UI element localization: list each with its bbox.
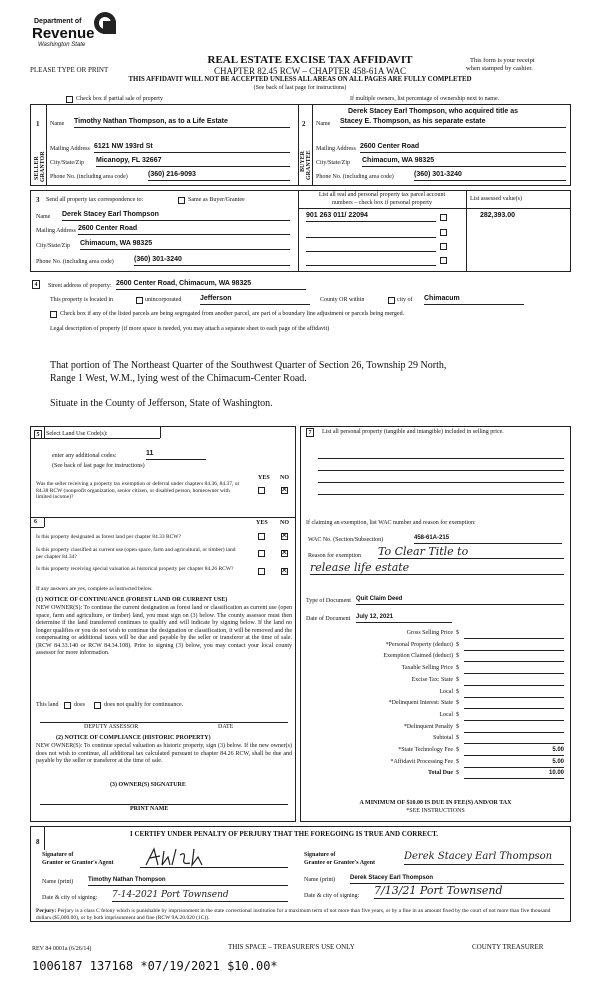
tax-row-value[interactable]	[464, 677, 564, 686]
tax-row	[300, 689, 571, 700]
parcel-1[interactable]: 901 263 011/ 22094	[306, 212, 436, 222]
reason-line-1[interactable]: To Clear Title to	[378, 545, 564, 559]
historic-no-checkbox[interactable]	[281, 568, 288, 575]
assessed-1[interactable]: 282,393.00	[480, 212, 516, 219]
current-use-no-checkbox[interactable]	[281, 550, 288, 557]
treasurer-stamp: 1006187 137168 *07/19/2021 $10.00*	[32, 959, 278, 973]
section-7-number: 7	[306, 428, 314, 437]
perjury-note	[36, 908, 566, 921]
seller-city-label: City/State/Zip	[50, 160, 84, 166]
does-not-checkbox[interactable]	[94, 702, 101, 709]
tax-row	[300, 724, 571, 735]
parcel-1-checkbox[interactable]	[440, 214, 447, 221]
grantor-print-label: Name (print)	[42, 879, 74, 885]
land-use-no: NO	[280, 475, 289, 481]
grantor-side-label: GRANTOR	[40, 151, 46, 182]
tax-row	[300, 665, 571, 676]
does-not-label: does not qualify for continuance.	[104, 702, 184, 708]
notice1-title: (1) NOTICE OF CONTINUANCE (FOREST LAND OR CURRENT USE)	[36, 597, 228, 603]
form-number: REV 84 0001a (6/26/14)	[32, 946, 92, 952]
forest-no-checkbox[interactable]	[281, 533, 288, 540]
tax-row-currency: $	[456, 630, 459, 636]
grantee-date[interactable]: 7/13/21 Port Townsend	[374, 884, 564, 899]
section6-no: NO	[280, 520, 289, 526]
tax-row-value[interactable]	[464, 700, 564, 709]
parcel-3-checkbox[interactable]	[440, 243, 447, 250]
tax-row	[300, 653, 571, 664]
seller-mailing[interactable]: 6121 NW 193rd St	[94, 143, 290, 153]
grantor-sig-label-2: Grantor or Grantor's Agent	[42, 860, 114, 866]
county-treasurer: COUNTY TREASURER	[472, 943, 544, 951]
tax-row-value[interactable]	[464, 665, 564, 674]
logo-state: Washington State	[38, 42, 86, 48]
doc-type[interactable]: Quit Claim Deed	[356, 596, 564, 605]
multiple-owners-note: If multiple owners, list percentage of ownership next to name.	[350, 96, 500, 102]
tax-row-value[interactable]: 10.00	[464, 770, 564, 779]
land-use-see-back: (See back of last page for instructions)	[52, 463, 145, 469]
buyer-name-label: Name	[316, 121, 331, 127]
partial-sale-label: Check box if partial sale of property	[76, 96, 163, 102]
notice1-text: NEW OWNER(S): To continue the current designation as forest land or classification as current use (open space, farm and agriculture, or timber) land, you must sign on (3) below. The county assessor must then determine if the land transferred continues to qualify and will indicate by signing below. If the land no longer qualifies or you do not wish to continue the designation or classification, it will be removed and the compensating or additional taxes will be due and payable by the seller or transferor at the time of sale. (RCW 84.33.140 or RCW 84.34.108). Prior to signing (3) below, you may contact your local county assessor for more information.	[36, 605, 292, 656]
owner-signature-label: (3) OWNER(S) SIGNATURE	[110, 782, 186, 788]
land-use-code[interactable]: 11	[146, 450, 206, 460]
tax-row-label: Gross Selling Price	[406, 630, 453, 636]
section-4-number: 4	[32, 280, 40, 289]
tax-row-value[interactable]: 5.00	[464, 759, 564, 768]
corr-mailing[interactable]: 2600 Center Road	[78, 225, 290, 235]
tax-row-currency: $	[456, 735, 459, 742]
logo-dept: Department of	[34, 18, 82, 25]
section-6-number: 6	[34, 519, 37, 525]
tax-row	[300, 712, 571, 723]
grantee-side-label: GRANTEE	[306, 150, 312, 180]
reason-line-2[interactable]: release life estate	[310, 561, 564, 575]
parcels-header-1: List all real and personal property tax parcel account	[318, 192, 446, 198]
minimum-due: A MINIMUM OF $10.00 IS DUE IN FEE(S) AND/OR TAX	[359, 800, 512, 806]
buyer-name-line2[interactable]: Stacey E. Thompson, as his separate estate	[340, 118, 566, 128]
receipt-note-1: This form is your receipt	[470, 57, 535, 64]
seller-name[interactable]: Timothy Nathan Thompson, as to a Life Estate	[74, 118, 290, 128]
section-2-number: 2	[302, 120, 306, 128]
grantee-sig-label-1: Signature of	[304, 852, 336, 858]
street-label: Street address of property:	[48, 283, 112, 289]
corr-city-label: City/State/Zip	[36, 243, 70, 249]
tax-row-value[interactable]	[464, 630, 564, 639]
logo-mark-icon	[94, 12, 116, 34]
unincorporated-label: unincorporated	[145, 297, 182, 303]
tax-row	[300, 759, 571, 770]
does-label: does	[74, 702, 85, 708]
perjury-label: Perjury:	[36, 908, 57, 914]
parcels-header-2: numbers – check box if personal property	[332, 200, 432, 206]
current-use-yes-checkbox[interactable]	[258, 550, 265, 557]
corr-name-label: Name	[36, 214, 51, 220]
tax-row-label: Subtotal	[432, 735, 453, 742]
segregated-label: Check box if any of the listed parcels are being segregated from another parcel, are part of a boundary line adjustment or parcels being merged.	[60, 311, 405, 317]
tax-row-currency: $	[456, 747, 459, 753]
legal-label: Legal description of property (if more space is needed, you may attach a separate sheet to each page of the affidavit)	[50, 326, 330, 332]
wac-number[interactable]: 458-61A-215	[414, 535, 562, 544]
see-instructions: *SEE INSTRUCTIONS	[406, 808, 465, 814]
form-title: REAL ESTATE EXCISE TAX AFFIDAVIT	[207, 54, 413, 66]
tax-row-currency: $	[456, 723, 459, 730]
form-subtitle: CHAPTER 82.45 RCW – CHAPTER 458-61A WAC	[214, 66, 406, 76]
seller-name-label: Name	[50, 121, 65, 127]
exemption-label: If claiming an exemption, list WAC number and reason for exemption:	[306, 520, 476, 526]
seller-phone[interactable]: (360) 216-9093	[148, 171, 290, 181]
tax-row-value[interactable]	[464, 653, 564, 662]
tax-row	[300, 735, 571, 746]
tax-row-label: Exemption Claimed (deduct)	[383, 653, 453, 660]
seller-phone-label: Phone No. (including area code)	[50, 174, 128, 180]
historic-yes-checkbox[interactable]	[258, 568, 265, 575]
exemption-yes-checkbox[interactable]	[258, 487, 265, 494]
legal-line-1: That portion of The Northeast Quarter of the Southwest Quarter of Section 26, Township 29 North,	[50, 360, 447, 371]
perjury-text: Perjury is a class C felony which is punishable by imprisonment in the state correctional institution for a maximum term of not more than five years, or by a fine in an amount fixed by the court of not more than five thousand dollars ($5,000.00), or by both imprisonment and fine (RCW 9A.20.020 (1C)).	[36, 908, 551, 921]
see-back-note: (See back of last page for instructions)	[253, 85, 347, 91]
tax-row-label: Excise Tax: State	[411, 676, 453, 683]
tax-row-label: Local	[439, 688, 453, 695]
buyer-city[interactable]: Chimacum, WA 98325	[362, 157, 566, 167]
tax-row	[300, 700, 571, 711]
tax-row-label: *Delinquent Interest: State	[388, 700, 453, 707]
doc-type-label: Type of Document	[306, 598, 351, 604]
tax-row-currency: $	[456, 641, 459, 648]
notice2-title: (2) NOTICE OF COMPLIANCE (HISTORIC PROPERTY)	[56, 735, 211, 741]
county-value[interactable]: Jefferson	[200, 295, 310, 305]
tax-row-value[interactable]	[464, 712, 564, 721]
tax-row-currency: $	[456, 676, 459, 683]
tax-row-currency: $	[456, 758, 459, 765]
tax-row	[300, 677, 571, 688]
parcel-2-checkbox[interactable]	[440, 229, 447, 236]
treasurer-space: THIS SPACE – TREASURER'S USE ONLY	[228, 943, 355, 951]
buyer-mailing[interactable]: 2600 Center Road	[360, 143, 566, 153]
certify-statement: I CERTIFY UNDER PENALTY OF PERJURY THAT THE FOREGOING IS TRUE AND CORRECT.	[130, 830, 439, 838]
tax-row-label: Taxable Selling Price	[401, 665, 453, 672]
segregated-checkbox[interactable]	[50, 311, 57, 318]
tax-row	[300, 630, 571, 641]
tax-row-value[interactable]: 5.00	[464, 747, 564, 756]
tax-row-label: Local	[439, 711, 453, 718]
seller-side-label: SELLER	[34, 156, 40, 180]
tax-row-currency: $	[456, 688, 459, 695]
historic-question: Is this property receiving special valuation as historical property per chapter 84.26 RCW?	[36, 566, 234, 572]
notice2-text: NEW OWNER(S): To continue special valuation as historic property, sign (3) below. If the new owner(s) does not wish to continue, all additional tax calculated pursuant to chapter 84.26 RCW, shall be due and payable by the seller or transferor at the time of sale.	[36, 743, 292, 764]
tax-row-value[interactable]	[464, 724, 564, 733]
grantor-date[interactable]: 7-14-2021 Port Townsend	[112, 889, 288, 902]
buyer-mailing-label: Mailing Address	[316, 146, 356, 152]
tax-row-label: *Delinquent Penalty	[403, 723, 453, 730]
dor-logo	[30, 12, 120, 52]
if-yes-note: If any answers are yes, complete as instructed below.	[36, 586, 153, 592]
partial-sale-checkbox[interactable]	[66, 96, 73, 103]
tax-row-currency: $	[456, 711, 459, 718]
does-checkbox[interactable]	[64, 702, 71, 709]
corr-mailing-label: Mailing Address	[36, 228, 76, 234]
forest-yes-checkbox[interactable]	[258, 533, 265, 540]
personal-property-label: List all personal property (tangible and intangible) included in selling price.	[322, 429, 504, 435]
buyer-phone[interactable]: (360) 301-3240	[414, 171, 566, 181]
grantor-date-label: Date & city of signing:	[42, 895, 98, 901]
section6-yes: YES	[256, 520, 268, 526]
tax-row-currency: $	[456, 653, 459, 660]
grantee-signature[interactable]: Derek Stacey Earl Thompson	[404, 850, 564, 865]
parcel-4-checkbox[interactable]	[440, 257, 447, 264]
seller-city[interactable]: Micanopy, FL 32667	[96, 157, 290, 167]
additional-codes-label: enter any additional codes:	[52, 453, 117, 459]
tax-row	[300, 642, 571, 653]
county-label: County OR within	[320, 297, 365, 303]
grantor-sig-label-1: Signature of	[42, 852, 74, 858]
current-use-question: Is this property classified as current use (open space, farm and agricultural, or timber) land per chapter 84.34?	[36, 547, 236, 560]
exemption-no-checkbox[interactable]	[281, 487, 288, 494]
exemption-question: Was the seller receiving a property tax exemption or deferral under chapters 84.36, 84.37, or 84.38 RCW (nonprofit organization, senior citizen, or disabled person, homeowner with limited income)?	[36, 481, 240, 500]
corr-name[interactable]: Derek Stacey Earl Thompson	[62, 211, 290, 221]
city-value[interactable]: Chimacum	[424, 295, 524, 305]
located-label: This property is located in	[50, 297, 113, 303]
tax-row	[300, 770, 571, 781]
city-of-label: city of	[397, 297, 413, 303]
buyer-side-label: BUYER	[300, 150, 306, 172]
seller-mailing-label: Mailing Address	[50, 146, 90, 152]
this-land-label: This land	[36, 702, 59, 708]
grantee-print[interactable]: Derek Stacey Earl Thompson	[350, 875, 564, 884]
corr-phone-label: Phone No. (including area code)	[36, 259, 114, 265]
deputy-date: DATE	[218, 724, 234, 730]
wac-label: WAC No. (Section/Subsection)	[308, 537, 384, 543]
deputy-assessor: DEPUTY ASSESSOR	[84, 724, 139, 730]
tax-row-currency: $	[456, 700, 459, 707]
logo-name: Revenue	[32, 25, 95, 42]
grantee-print-label: Name (print)	[304, 877, 336, 883]
legal-line-2: Range 1 West, W.M., lying west of the Chimacum-Center Road.	[50, 373, 307, 384]
corr-phone[interactable]: (360) 301-3240	[134, 256, 290, 266]
grantee-sig-label-2: Grantee or Grantee's Agent	[304, 860, 376, 866]
tax-row-currency: $	[456, 665, 459, 672]
correspondence-label: Send all property tax correspondence to:	[46, 197, 144, 203]
grantor-signature[interactable]	[140, 845, 288, 868]
section-1-number: 1	[36, 120, 40, 128]
tax-row-value[interactable]	[464, 689, 564, 698]
tax-row-label: *Affidavit Processing Fee	[390, 758, 453, 765]
forest-question: Is this property designated as forest land per chapter 84.33 RCW?	[36, 534, 181, 540]
not-accepted-notice: THIS AFFIDAVIT WILL NOT BE ACCEPTED UNLESS ALL AREAS ON ALL PAGES ARE FULLY COMPLETED	[128, 76, 472, 83]
buyer-phone-label: Phone No. (including area code)	[316, 174, 394, 180]
grantee-date-label: Date & city of signing:	[304, 893, 360, 899]
print-name-label: PRINT NAME	[130, 806, 169, 812]
street-address[interactable]: 2600 Center Road, Chimacum, WA 98325	[116, 280, 306, 290]
doc-date[interactable]: July 12, 2021	[356, 614, 452, 623]
corr-city[interactable]: Chimacum, WA 98325	[80, 240, 290, 250]
tax-row-value[interactable]	[464, 642, 564, 651]
same-as-buyer-checkbox[interactable]	[178, 197, 185, 204]
land-use-yes: YES	[258, 475, 270, 481]
city-of-checkbox[interactable]	[388, 297, 395, 304]
section-5-number: 5	[34, 430, 42, 439]
tax-row-label: *Personal Property (deduct)	[385, 641, 453, 648]
assessed-header: List assessed value(s)	[470, 196, 522, 202]
grantor-signature-scribble	[140, 845, 240, 867]
unincorporated-checkbox[interactable]	[136, 297, 143, 304]
same-as-buyer-label: Same as Buyer/Grantee	[188, 197, 245, 203]
tax-row	[300, 747, 571, 758]
section-8-number: 8	[36, 838, 40, 846]
grantor-print[interactable]: Timothy Nathan Thompson	[88, 877, 288, 886]
tax-row-currency: $	[456, 770, 459, 777]
legal-line-3: Situate in the County of Jefferson, State of Washington.	[50, 398, 273, 409]
doc-date-label: Date of Document	[306, 616, 351, 622]
section-3-number: 3	[36, 196, 40, 204]
tax-calculation	[300, 630, 571, 780]
land-use-label: Select Land Use Code(s):	[46, 431, 108, 437]
buyer-name-line1[interactable]: Derek Stacey Earl Thompson, who acquired title as	[348, 108, 518, 115]
tax-row-label: Total Due	[428, 770, 453, 777]
please-type: PLEASE TYPE OR PRINT	[30, 66, 109, 74]
buyer-city-label: City/State/Zip	[316, 160, 350, 166]
reason-label: Reason for exemption	[308, 553, 361, 559]
receipt-note-2: when stamped by cashier.	[466, 65, 533, 72]
tax-row-value[interactable]	[464, 735, 564, 744]
tax-row-label: *State Technology Fee	[398, 747, 453, 753]
